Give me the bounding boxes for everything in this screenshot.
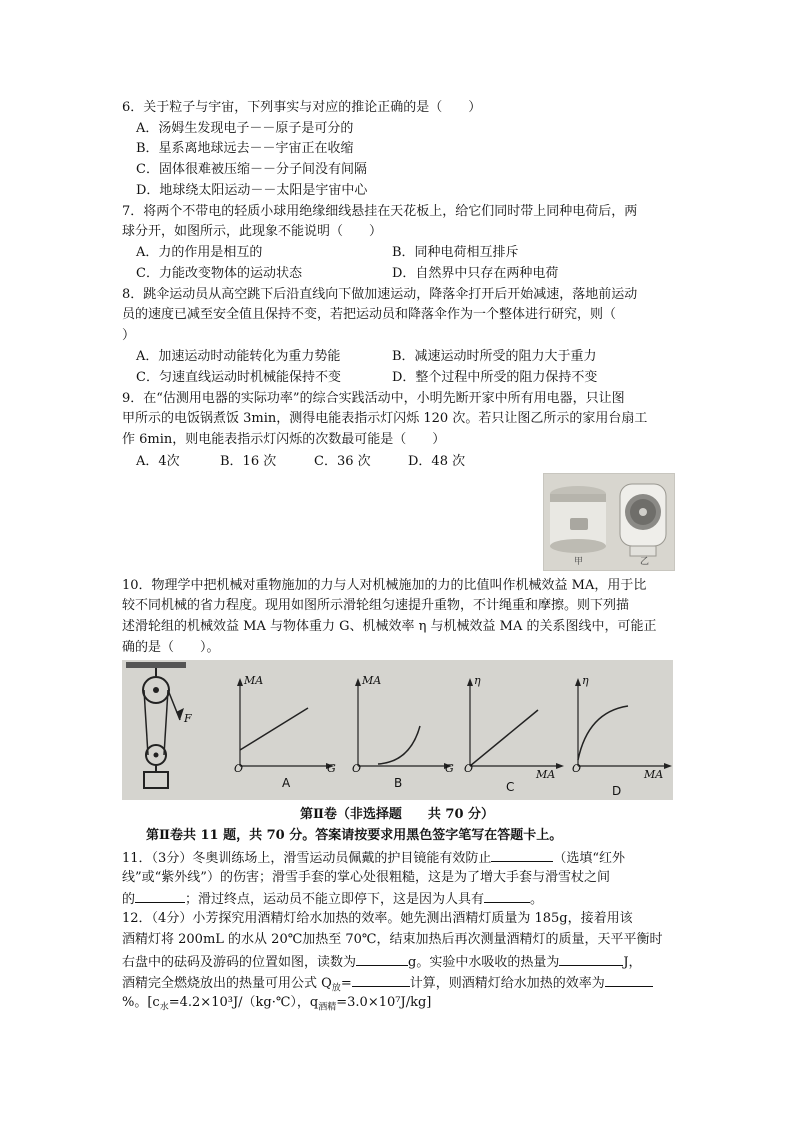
q11-text-1b: （选填“红外 xyxy=(553,851,625,866)
q9-option-a: A．4次 xyxy=(136,454,180,469)
q8-option-b: B．减速运动时所受的阻力大于重力 xyxy=(392,349,597,364)
q10-stem-line-4: 确的是（ ）。 xyxy=(122,640,220,655)
q9-option-d: D．48 次 xyxy=(408,454,466,469)
graph-a-caption: A xyxy=(282,776,291,790)
q9-stem-line-2: 甲所示的电饭锅煮饭 3min，测得电能表指示灯闪烁 120 次。若只让图乙所示的家用台扇工 xyxy=(122,411,648,426)
q12-sub-fang: 放 xyxy=(331,983,341,994)
q8-stem-line-1: 8．跳伞运动员从高空跳下后沿直线向下做加速运动，降落伞打开后开始减速，落地前运动 xyxy=(122,287,638,302)
q12-blank-1[interactable] xyxy=(356,952,408,966)
q9-label-jia: 甲 xyxy=(574,557,584,567)
q12-line-2: 酒精灯将 200mL 的水从 20℃加热至 70℃，结束加热后再次测量酒精灯的质量，天平平衡时 xyxy=(122,932,663,947)
q8-stem-line-2: 员的速度已减至安全值且保持不变，若把运动员和降落伞作为一个整体进行研究，则（ xyxy=(122,307,617,322)
graph-a-xlabel: G xyxy=(327,762,336,775)
part2-instruction: 第Ⅱ卷共 11 题，共 70 分。答案请按要求用黑色签字笔写在答题卡上。 xyxy=(146,828,563,843)
q6-option-b: B．星系离地球远去－－宇宙正在收缩 xyxy=(136,141,354,156)
q10-stem-line-3: 述滑轮组的机械效益 MA 与物体重力 G、机械效率 η 与机械效益 MA 的关系图线中，可能正 xyxy=(122,619,657,634)
q12-text-5c: =3.0×10⁷J/kg] xyxy=(336,995,432,1010)
graph-d-curve xyxy=(578,706,628,760)
q12-line-1: 12．（4分）小芳探究用酒精灯给水加热的效率。她先测出酒精灯质量为 185g，接着用该 xyxy=(122,911,633,926)
graph-c-caption: C xyxy=(506,780,515,794)
q9-option-c: C．36 次 xyxy=(314,454,371,469)
q12-text-4b: = xyxy=(340,976,352,991)
q9-stem-line-3: 作 6min，则电能表指示灯闪烁的次数最可能是（ ） xyxy=(122,432,446,447)
q7-option-d: D．自然界中只存在两种电荷 xyxy=(392,266,559,281)
q6-option-a: A．汤姆生发现电子－－原子是可分的 xyxy=(136,121,354,136)
graph-d-caption: D xyxy=(612,784,622,798)
graph-c-ylabel: η xyxy=(474,674,481,687)
q7-stem-line-1: 7．将两个不带电的轻质小球用绝缘细线悬挂在天花板上，给它们同时带上同种电荷后，两 xyxy=(122,204,638,219)
q11-text-1a: 11．（3分）冬奥训练场上，滑雪运动员佩戴的护目镜能有效防止 xyxy=(122,851,492,866)
q12-line-3 xyxy=(122,952,642,972)
q12-text-5a: %。[c xyxy=(122,995,160,1010)
q11-blank-2[interactable] xyxy=(135,889,185,903)
q9-stem-line-1: 9．在“估测用电器的实际功率”的综合实践活动中，小明先断开家中所有用电器，只让图 xyxy=(122,391,625,406)
q11-line-1 xyxy=(122,848,625,868)
graph-a-origin: O xyxy=(234,762,244,775)
q6-option-d: D．地球绕太阳运动－－太阳是宇宙中心 xyxy=(136,183,368,198)
graph-d-origin: O xyxy=(572,762,582,775)
q12-text-4a: 酒精完全燃烧放出的热量可用公式 Q xyxy=(122,976,332,991)
q7-stem-line-2: 球分开，如图所示，此现象不能说明（ ） xyxy=(122,224,383,239)
q8-option-a: A．加速运动时动能转化为重力势能 xyxy=(136,349,341,364)
q11-text-3a: 的 xyxy=(122,892,136,907)
q10-stem-line-2: 较不同机械的省力程度。现用如图所示滑轮组匀速提升重物，不计绳重和摩擦。则下列描 xyxy=(122,598,630,613)
q8-option-c: C．匀速直线运动时机械能保持不变 xyxy=(136,370,341,385)
q12-blank-4[interactable] xyxy=(605,973,653,987)
q7-option-c: C．力能改变物体的运动状态 xyxy=(136,266,302,281)
q6-option-c: C．固体很难被压缩－－分子间没有间隔 xyxy=(136,162,367,177)
q12-text-4c: 计算，则酒精灯给水加热的效率为 xyxy=(409,976,605,991)
q6-stem: 6．关于粒子与宇宙，下列事实与对应的推论正确的是（ ） xyxy=(122,100,482,115)
graph-b-xlabel: G xyxy=(445,762,454,775)
force-label: F xyxy=(184,712,192,725)
graph-c-curve xyxy=(470,710,538,766)
graph-a-ylabel: MA xyxy=(244,674,264,687)
q12-sub-jiujing: 酒精 xyxy=(318,1002,337,1013)
graph-b-origin: O xyxy=(352,762,362,775)
q10-stem-line-1: 10．物理学中把机械对重物施加的力与人对机械施加的力的比值叫作机械效益 MA，用于比 xyxy=(122,578,647,593)
part2-title: 第Ⅱ卷（非选择题 共 70 分） xyxy=(299,807,495,822)
q12-text-3c: J， xyxy=(623,955,642,970)
q11-line-2: 线”或“紫外线”）的伤害；滑雪手套的掌心处很粗糙，这是为了增大手套与滑雪杖之间 xyxy=(122,870,610,885)
q8-stem-line-3: ） xyxy=(122,328,136,343)
q9-appliance-photo xyxy=(543,473,675,571)
graph-d-xlabel: MA xyxy=(644,768,664,781)
graph-c-origin: O xyxy=(464,762,474,775)
q10-figure xyxy=(122,660,673,800)
q8-option-d: D．整个过程中所受的阻力保持不变 xyxy=(392,370,598,385)
q12-blank-3[interactable] xyxy=(352,973,410,987)
q12-line-5 xyxy=(122,994,431,1017)
q11-blank-1[interactable] xyxy=(491,848,553,862)
q11-text-3c: 。 xyxy=(530,892,544,907)
q7-option-b: B．同种电荷相互排斥 xyxy=(392,245,519,260)
graph-b-ylabel: MA xyxy=(362,674,382,687)
q12-sub-shui: 水 xyxy=(159,1002,169,1013)
graph-a-curve xyxy=(240,708,308,750)
q11-text-3b: ；滑过终点，运动员不能立即停下，这是因为人具有 xyxy=(185,892,485,907)
graph-d-ylabel: η xyxy=(582,674,589,687)
q12-text-3b: g。实验中水吸收的热量为 xyxy=(408,955,560,970)
q11-line-3 xyxy=(122,889,543,909)
q9-appliance-illustration xyxy=(544,474,674,570)
pulley-system-diagram xyxy=(122,660,222,800)
graph-c-xlabel: MA xyxy=(536,768,556,781)
q7-option-a: A．力的作用是相互的 xyxy=(136,245,263,260)
graph-b-curve xyxy=(378,726,420,764)
q9-label-yi: 乙 xyxy=(640,557,650,567)
q12-text-3a: 右盘中的砝码及游码的位置如图，读数为 xyxy=(122,955,357,970)
q12-text-5b: =4.2×10³J/（kg·℃），q xyxy=(168,995,319,1010)
q11-blank-3[interactable] xyxy=(484,889,530,903)
graph-b-caption: B xyxy=(394,776,403,790)
q9-option-b: B．16 次 xyxy=(220,454,277,469)
q12-blank-2[interactable] xyxy=(559,952,623,966)
